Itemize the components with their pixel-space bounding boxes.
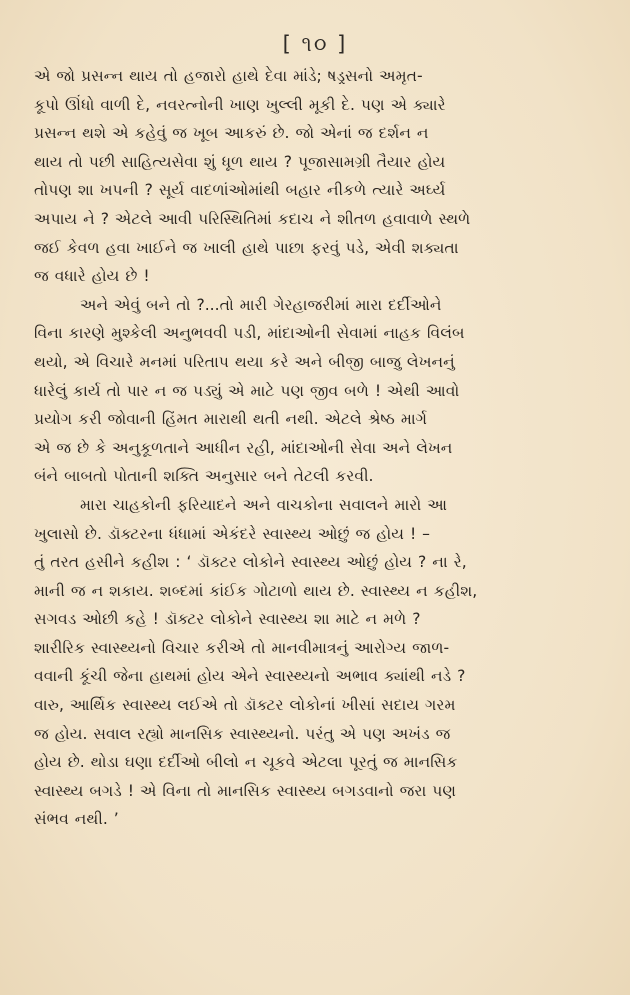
text-line: થાય તો પછી સાહિત્યસેવા શું ધૂળ થાય ? પૂજાસામગ્રી તૈયાર હોય [34,152,446,171]
text-line: જ વધારે હોય છે ! [34,267,150,286]
text-line: ખુલાસો છે. ડૉક્ટરના ધંધામાં એકંદરે સ્વાસ્થ્ય ઓછું જ હોય ! – [34,524,430,543]
text-line: પ્રયોગ કરી જોવાની હિંમત મારાથી થતી નથી. એટલે શ્રેષ્ઠ માર્ગ [34,410,428,429]
text-line: ધારેલું કાર્ય તો પાર ન જ પડ્યું એ માટે પણ જીવ બળે ! એથી આવો [34,381,460,400]
text-line: સંભવ નથી. ’ [34,810,119,829]
text-line: અપાય ને ? એટલે આવી પરિસ્થિતિમાં કદાચ ને શીતળ હવાવાળે સ્થળે [34,209,471,228]
paragraph-2 [34,291,600,491]
text-line: જઈ કેવળ હવા ખાઈને જ ખાલી હાથે પાછા ફરવું પડે, એવી શક્યતા [34,238,459,257]
text-line: માની જ ન શકાય. શબ્દમાં કાંઈક ગોટાળો થાય છે. સ્વાસ્થ્ય ન કહીશ, [34,581,478,600]
text-line: તું તરત હસીને કહીશ : ‘ ડૉક્ટર લોકોને સ્વાસ્થ્ય ઓછું હોય ? ના રે, [34,553,467,572]
text-line: એ જો પ્રસન્ન થાય તો હજારો હાથે દેવા માંડે; ષડ્રસનો અમૃત- [34,67,423,85]
text-line: પ્રસન્ન થશે એ કહેવું જ ખૂબ આકરું છે. જો એનાં જ દર્શન ન [34,124,429,143]
text-line: સગવડ ઓછી કહે ! ડૉક્ટર લોકોને સ્વાસ્થ્ય શા માટે ન મળે ? [34,610,421,629]
text-line: વવાની કૂંચી જેના હાથમાં હોય એને સ્વાસ્થ્યનો અભાવ ક્યાંથી નડે ? [34,667,466,686]
text-line: મારા ચાહકોની ફરિયાદને અને વાચકોના સવાલને મારો આ [80,495,448,514]
text-line: સ્વાસ્થ્ય બગડે ! એ વિના તો માનસિક સ્વાસ્થ્ય બગડવાનો જરા પણ [34,781,456,800]
text-line: અને એવું બને તો ?...તો મારી ગેરહાજરીમાં મારા દર્દીઓને [80,295,442,314]
text-line: કૂપો ઊંધો વાળી દે, નવરત્નોની ખાણ ખુલ્લી મૂકી દે. પણ એ ક્યારે [34,95,446,114]
paragraph-1 [34,62,600,291]
text-line: એ જ છે કે અનુકૂળતાને આધીન રહી, માંદાઓની સેવા અને લેખન [34,438,453,457]
text-line: શારીરિક સ્વાસ્થ્યનો વિચાર કરીએ તો માનવીમાત્રનું આરોગ્ય જાળ- [34,638,450,657]
text-line: તોપણ શા ખપની ? સૂર્ય વાદળાંઓમાંથી બહાર નીકળે ત્યારે અર્ઘ્ય [34,181,446,200]
text-line: વારુ, આર્થિક સ્વાસ્થ્ય લઈએ તો ડૉક્ટર લોકોનાં ખીસાં સદાય ગરમ [34,696,456,715]
body-text [34,62,600,834]
text-line: થયો, એ વિચારે મનમાં પરિતાપ થયા કરે અને બીજી બાજુ લેખનનું [34,352,455,371]
text-line: બંને બાબતો પોતાની શક્તિ અનુસાર બને તેટલી કરવી. [34,467,374,486]
text-line: હોય છે. થોડા ઘણા દર્દીઓ બીલો ન ચૂકવે એટલા પૂરતું જ માનસિક [34,753,458,772]
text-line: વિના કારણે મુશ્કેલી અનુભવવી પડી, માંદાઓની સેવામાં નાહક વિલંબ [34,324,465,343]
text-line: જ હોય. સવાલ રહ્યો માનસિક સ્વાસ્થ્યનો. પરંતુ એ પણ અખંડ જ [34,724,451,743]
page-number: [ ૧૦ ] [282,32,348,56]
paragraph-3 [34,491,600,834]
